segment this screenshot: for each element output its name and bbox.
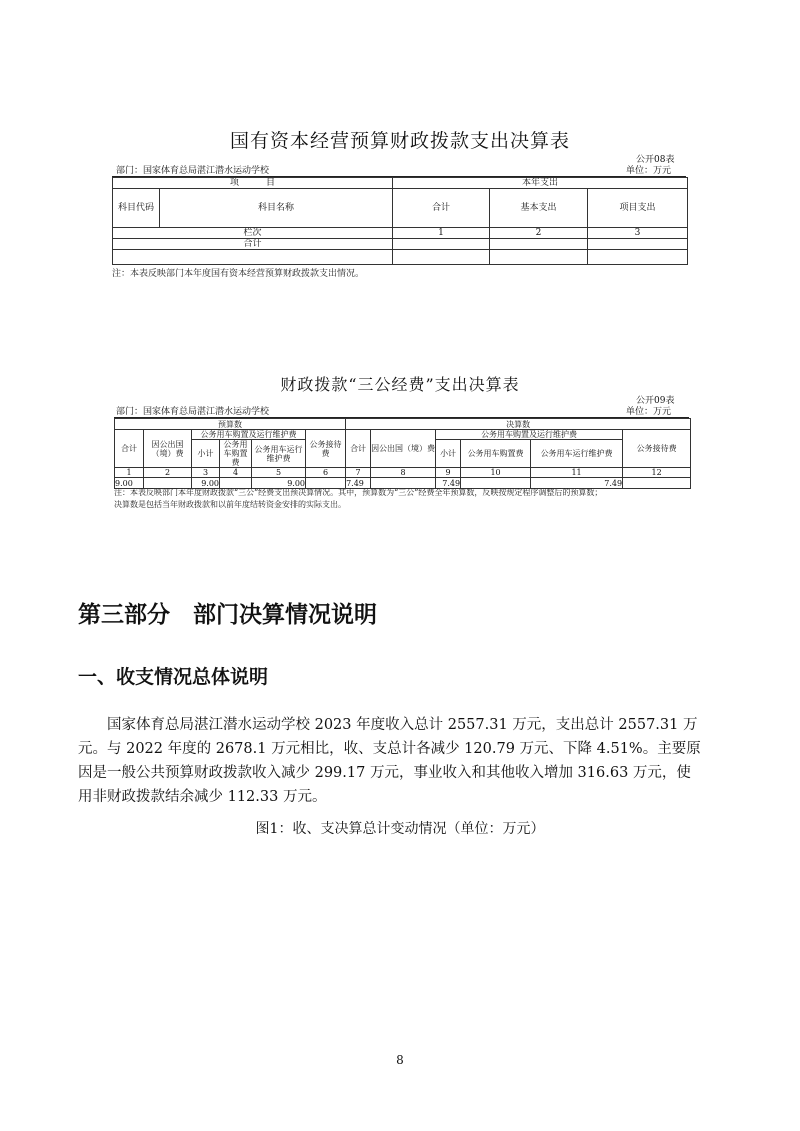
table2-colnum: 5 bbox=[252, 468, 306, 478]
table2-form-no: 公开09表 bbox=[636, 396, 675, 406]
table1-colnum-1: 1 bbox=[393, 228, 490, 239]
table2-value: 7.49 bbox=[436, 478, 461, 489]
table2-h-car: 公务用车购置及运行维护费 bbox=[192, 430, 306, 440]
table2-colnum: 11 bbox=[531, 468, 623, 478]
table2-h-car-run: 公务用车运行维护费 bbox=[252, 440, 306, 468]
table1-h-basic: 基本支出 bbox=[490, 189, 588, 228]
table2-h-car-run-final: 公务用车运行维护费 bbox=[531, 440, 623, 468]
page-number: 8 bbox=[396, 1053, 404, 1067]
table2-h-abroad-final: 因公出国（境）费 bbox=[371, 430, 436, 468]
table1-h-code: 科目代码 bbox=[113, 189, 160, 228]
table1-title: 国有资本经营预算财政拨款支出决算表 bbox=[229, 130, 570, 152]
table2-note-line1: 注：本表反映部门本年度财政拨款“三公”经费支出预决算情况。其中，预算数为“三公”经费全年预算数，反映按规定程序调整后的预算数； bbox=[114, 488, 603, 497]
table2-note-line2: 决算数是包括当年财政拨款和以前年度结转资金安排的实际支出。 bbox=[114, 500, 346, 509]
table2-h-budget: 预算数 bbox=[115, 419, 346, 430]
table2-h-reception-final: 公务接待费 bbox=[623, 430, 691, 468]
table2-value: 9.00 bbox=[252, 478, 306, 489]
table1-colnum-2: 2 bbox=[490, 228, 588, 239]
table2-value: 9.00 bbox=[192, 478, 220, 489]
table2-value: 7.49 bbox=[531, 478, 623, 489]
table2-h-subtotal-final: 小计 bbox=[436, 440, 461, 468]
summary-paragraph bbox=[78, 713, 726, 809]
table1-colnum-3: 3 bbox=[588, 228, 688, 239]
table1-note: 注：本表反映部门本年度国有资本经营预算财政拨款支出情况。 bbox=[112, 269, 365, 279]
table2-h-car-final: 公务用车购置及运行维护费 bbox=[436, 430, 623, 440]
paragraph-line: 因是一般公共预算财政拨款收入减少 299.17 万元，事业收入和其他收入增加 316.63 万元，使 bbox=[78, 765, 691, 781]
table2-colnum: 8 bbox=[371, 468, 436, 478]
paragraph-line: 元。与 2022 年度的 2678.1 万元相比，收、支总计各减少 120.79 万元、下降 4.51%。主要原 bbox=[78, 741, 701, 757]
table2-colnum: 6 bbox=[306, 468, 346, 478]
table1-h-total: 合计 bbox=[393, 189, 490, 228]
table1-empty-cell bbox=[113, 250, 393, 265]
figure-caption: 图1：收、支决算总计变动情况（单位：万元） bbox=[255, 821, 545, 837]
table2-colnum-row bbox=[115, 468, 691, 478]
table2-value: 9.00 bbox=[115, 478, 144, 489]
table2-colnum: 12 bbox=[623, 468, 691, 478]
section-heading: 一、收支情况总体说明 bbox=[78, 666, 269, 688]
table1-total-cell bbox=[393, 239, 490, 250]
paragraph-line: 国家体育总局湛江潜水运动学校 2023 年度收入总计 2557.31 万元，支出总计 2557.31 万 bbox=[107, 717, 698, 733]
table1-h-name: 科目名称 bbox=[160, 189, 393, 228]
table2-value: 7.49 bbox=[346, 478, 371, 489]
table1-h-proj: 项目支出 bbox=[588, 189, 688, 228]
table1-unit: 单位：万元 bbox=[626, 166, 672, 176]
table2-unit: 单位：万元 bbox=[626, 407, 672, 417]
table1-dept: 部门：国家体育总局湛江潜水运动学校 bbox=[116, 166, 270, 176]
table2-colnum: 7 bbox=[346, 468, 371, 478]
table2-h-total: 合计 bbox=[115, 430, 144, 468]
table1-empty-cell bbox=[393, 250, 490, 265]
table2-dept: 部门：国家体育总局湛江潜水运动学校 bbox=[116, 407, 270, 417]
table1-form-no: 公开08表 bbox=[636, 155, 675, 165]
table2-colnum: 9 bbox=[436, 468, 461, 478]
table2-note bbox=[114, 487, 704, 511]
table2-colnum: 10 bbox=[461, 468, 531, 478]
table2-h-subtotal: 小计 bbox=[192, 440, 220, 468]
part-heading: 第三部分 部门决算情况说明 bbox=[78, 602, 377, 628]
table2-title: 财政拨款“三公经费”支出决算表 bbox=[280, 375, 520, 394]
table1-total-cell bbox=[490, 239, 588, 250]
table2-h-car-buy: 公务用车购置费 bbox=[220, 440, 252, 468]
table2-colnum: 2 bbox=[144, 468, 192, 478]
table1-h-current-year: 本年支出 bbox=[393, 178, 688, 189]
table2-h-car-buy-final: 公务用车购置费 bbox=[461, 440, 531, 468]
table2-colnum: 4 bbox=[220, 468, 252, 478]
paragraph-line: 用非财政拨款结余减少 112.33 万元。 bbox=[78, 789, 327, 805]
table2-h-total-final: 合计 bbox=[346, 430, 371, 468]
table1 bbox=[112, 177, 688, 265]
table2-h-abroad: 因公出国（境）费 bbox=[144, 430, 192, 468]
table2-h-final: 决算数 bbox=[346, 419, 691, 430]
table1-row-lanci: 栏次 bbox=[113, 228, 393, 239]
table2-colnum: 1 bbox=[115, 468, 144, 478]
table1-h-project: 项 目 bbox=[113, 178, 393, 189]
table1-empty-cell bbox=[588, 250, 688, 265]
table2-colnum: 3 bbox=[192, 468, 220, 478]
table1-empty-cell bbox=[490, 250, 588, 265]
table2-h-reception: 公务接待费 bbox=[306, 430, 346, 468]
table2 bbox=[114, 418, 691, 489]
table1-total-cell bbox=[588, 239, 688, 250]
table1-row-total: 合计 bbox=[113, 239, 393, 250]
